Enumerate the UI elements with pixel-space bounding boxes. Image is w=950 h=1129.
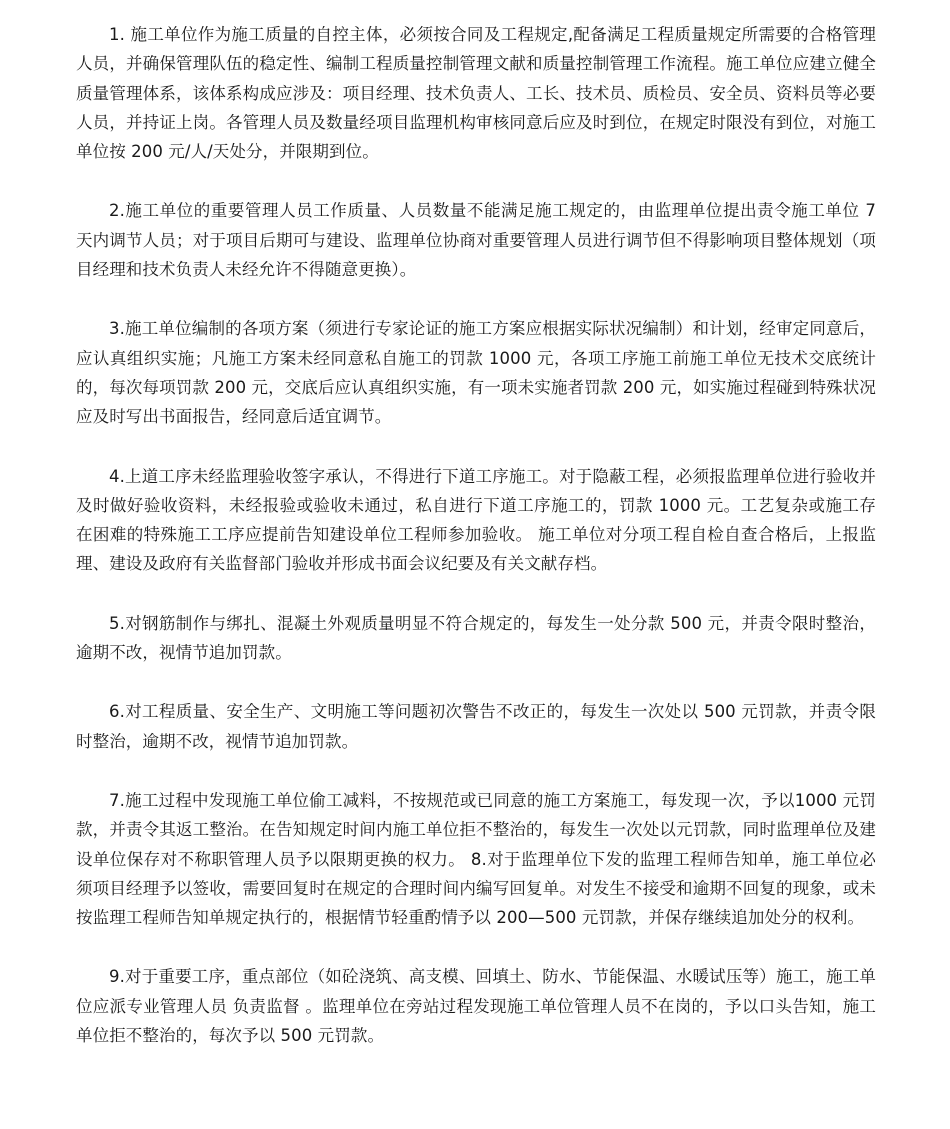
document-body	[76, 20, 876, 1080]
paragraph-2: 2.施工单位的重要管理人员工作质量、人员数量不能满足施工规定的，由监理单位提出责令施工单位 7 天内调节人员；对于项目后期可与建设、监理单位协商对重要管理人员进行调节但不得影响项目整体规划（项目经理和技术负责人未经允许不得随意更换）。	[76, 201, 876, 280]
paragraph-6: 6.对工程质量、安全生产、文明施工等问题初次警告不改正的，每发生一次处以 500 元罚款，并责令限时整治，逾期不改，视情节追加罚款。	[76, 702, 876, 751]
paragraph-3: 3.施工单位编制的各项方案（须进行专家论证的施工方案应根据实际状况编制）和计划，经审定同意后，应认真组织实施；凡施工方案未经同意私自施工的罚款 1000 元，各项工序施工前施工单位无技术交底统计的，每次每项罚款 200 元，交底后应认真组织实施，有一项未实施者罚款 200 元，如实施过程碰到特殊状况应及时写出书面报告，经同意后适宜调节。	[76, 319, 876, 427]
paragraph-9: 9.对于重要工序，重点部位（如砼浇筑、高支模、回填土、防水、节能保温、水暖试压等）施工，施工单位应派专业管理人员 负责监督 。监理单位在旁站过程发现施工单位管理人员不在岗的，予以口头告知，施工单位拒不整治的，每次予以 500 元罚款。	[76, 967, 876, 1046]
paragraph-4: 4.上道工序未经监理验收签字承认，不得进行下道工序施工。对于隐蔽工程，必须报监理单位进行验收并及时做好验收资料，未经报验或验收未通过，私自进行下道工序施工的，罚款 1000 元。工艺复杂或施工存在困难的特殊施工工序应提前告知建设单位工程师参加验收。 施工单位对分项工程自检自查合格后，上报监理、建设及政府有关监督部门验收并形成书面会议纪要及有关文献存档。	[76, 466, 876, 574]
paragraph-5: 5.对钢筋制作与绑扎、混凝土外观质量明显不符合规定的，每发生一处分款 500 元，并责令限时整治，逾期不改，视情节追加罚款。	[76, 613, 876, 663]
paragraph-1: 1. 施工单位作为施工质量的自控主体，必须按合同及工程规定,配备满足工程质量规定所需要的合格管理人员，并确保管理队伍的稳定性、编制工程质量控制管理文献和质量控制管理工作流程。施工单位应建立健全质量管理体系，该体系构成应涉及：项目经理、技术负责人、工长、技术员、质检员、安全员、资料员等必要人员，并持证上岗。各管理人员及数量经项目监理机构审核同意后应及时到位，在规定时限没有到位，对施工单位按 200 元/人/天处分，并限期到位。	[76, 25, 876, 162]
paragraph-7: 7.施工过程中发现施工单位偷工减料，不按规范或已同意的施工方案施工，每发现一次，予以1000 元罚款，并责令其返工整治。在告知规定时间内施工单位拒不整治的，每发生一次处以元罚款，同时监理单位及建设单位保存对不称职管理人员予以限期更换的权力。 8.对于监理单位下发的监理工程师告知单，施工单位必须项目经理予以签收，需要回复时在规定的合理时间内编写回复单。对发生不接受和逾期不回复的现象，或未按监理工程师告知单规定执行的，根据情节轻重酌情予以 200—500 元罚款，并保存继续追加处分的权利。	[76, 790, 876, 928]
